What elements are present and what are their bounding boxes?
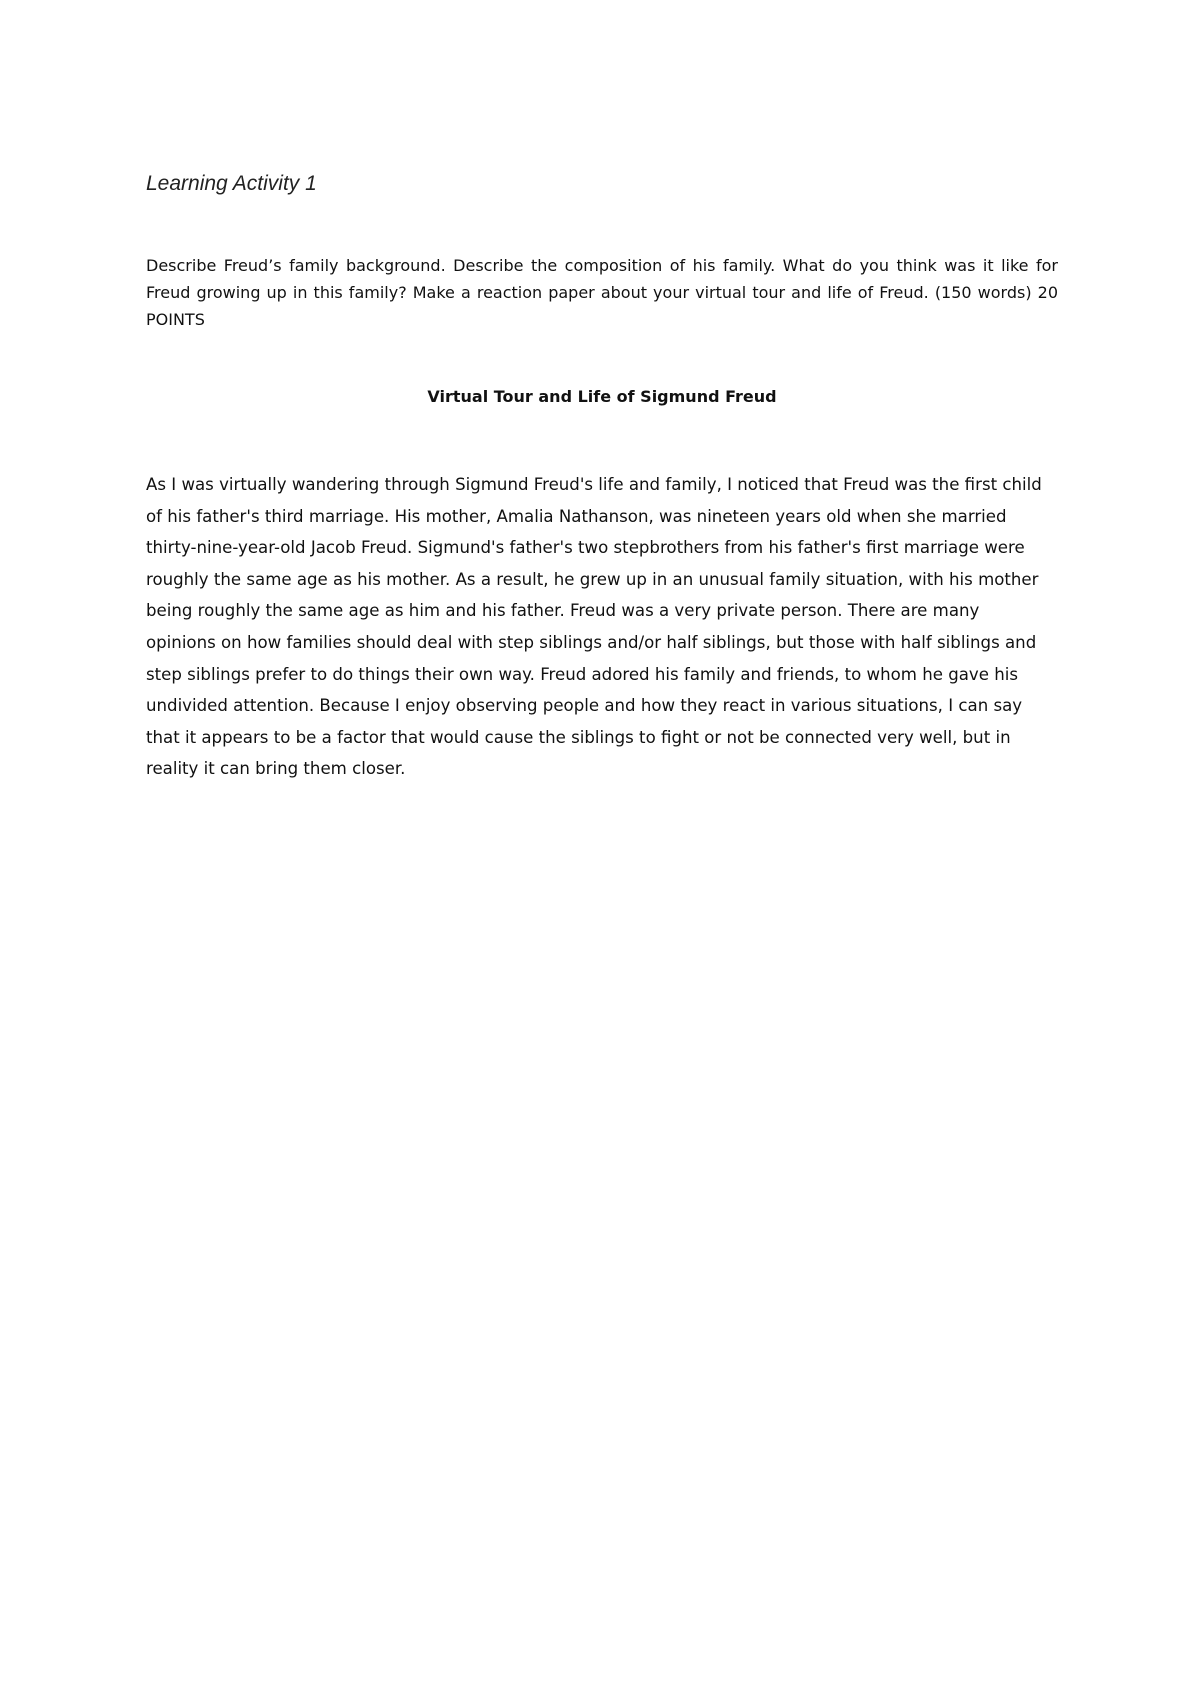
essay-body: As I was virtually wandering through Sigmund Freud's life and family, I noticed that Freud was the first child of his father's third marriage. His mother, Amalia Nathanson, was nineteen years old when she married thirty-nine-year-old Jacob Freud. Sigmund's father's two stepbrothers from his father's first marriage were roughly the same age as his mother. As a result, he grew up in an unusual family situation, with his mother being roughly the same age as him and his father. Freud was a very private person. There are many opinions on how families should deal with step siblings and/or half siblings, but those with half siblings and step siblings prefer to do things their own way. Freud adored his family and friends, to whom he gave his undivided attention. Because I enjoy observing people and how they react in various situations, I can say that it appears to be a factor that would cause the siblings to fight or not be connected very well, but in reality it can bring them closer.	[146, 475, 1042, 779]
essay-title: Virtual Tour and Life of Sigmund Freud	[427, 387, 777, 406]
activity-instructions: Describe Freud’s family background. Describe the composition of his family. What do you think was it like for Freud growing up in this family? Make a reaction paper about your virtual tour and life of Freud. (150 words) 20 POINTS	[146, 256, 1058, 329]
activity-heading: Learning Activity 1	[146, 172, 317, 195]
